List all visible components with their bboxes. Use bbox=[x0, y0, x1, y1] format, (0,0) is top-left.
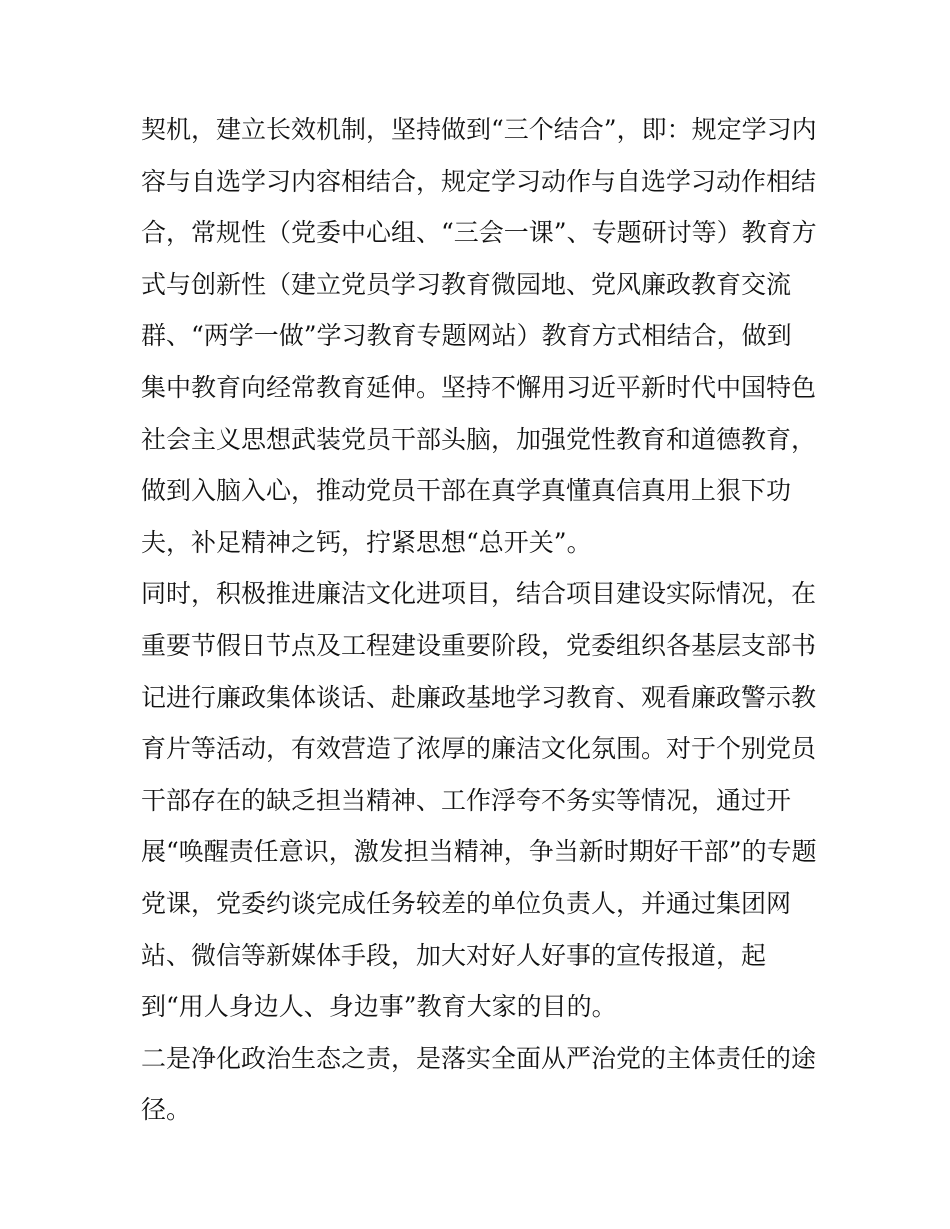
text-line: 集中教育向经常教育延伸。坚持不懈用习近平新时代中国特色 bbox=[141, 372, 817, 402]
text-line: 夫，补足精神之钙，拧紧思想“总开关”。 bbox=[141, 527, 592, 557]
text-line: 干部存在的缺乏担当精神、工作浮夸不务实等情况，通过开 bbox=[141, 785, 792, 815]
text-line: 社会主义思想武装党员干部头脑，加强党性教育和道德教育， bbox=[141, 424, 817, 454]
text-line: 重要节假日节点及工程建设重要阶段，党委组织各基层支部书 bbox=[141, 630, 817, 660]
text-line: 记进行廉政集体谈话、赴廉政基地学习教育、观看廉政警示教 bbox=[141, 682, 817, 712]
text-line: 契机，建立长效机制，坚持做到“三个结合”，即：规定学习内 bbox=[141, 115, 817, 144]
text-line: 合，常规性（党委中心组、“三会一课”、专题研讨等）教育方 bbox=[141, 218, 817, 248]
text-line: 党课，党委约谈完成任务较差的单位负责人，并通过集团网 bbox=[141, 888, 792, 918]
text-line: 径。 bbox=[141, 1095, 192, 1125]
text-line: 站、微信等新媒体手段，加大对好人好事的宣传报道，起 bbox=[141, 940, 767, 970]
text-line: 容与自选学习内容相结合，规定学习动作与自选学习动作相结 bbox=[141, 166, 817, 196]
text-line: 育片等活动，有效营造了浓厚的廉洁文化氛围。对于个别党员 bbox=[141, 734, 817, 764]
text-line: 二是净化政治生态之责，是落实全面从严治党的主体责任的途 bbox=[141, 1043, 817, 1073]
text-line: 到“用人身边人、身边事”教育大家的目的。 bbox=[141, 992, 617, 1022]
text-line: 展“唤醒责任意识，激发担当精神，争当新时期好干部”的专题 bbox=[141, 837, 817, 867]
text-line: 群、“两学一做”学习教育专题网站）教育方式相结合，做到 bbox=[141, 321, 792, 351]
text-line: 式与创新性（建立党员学习教育微园地、党风廉政教育交流 bbox=[141, 269, 792, 299]
text-line: 做到入脑入心，推动党员干部在真学真懂真信真用上狠下功 bbox=[141, 476, 792, 506]
text-line: 同时，积极推进廉洁文化进项目，结合项目建设实际情况，在 bbox=[141, 579, 817, 609]
body-text bbox=[141, 104, 821, 1136]
